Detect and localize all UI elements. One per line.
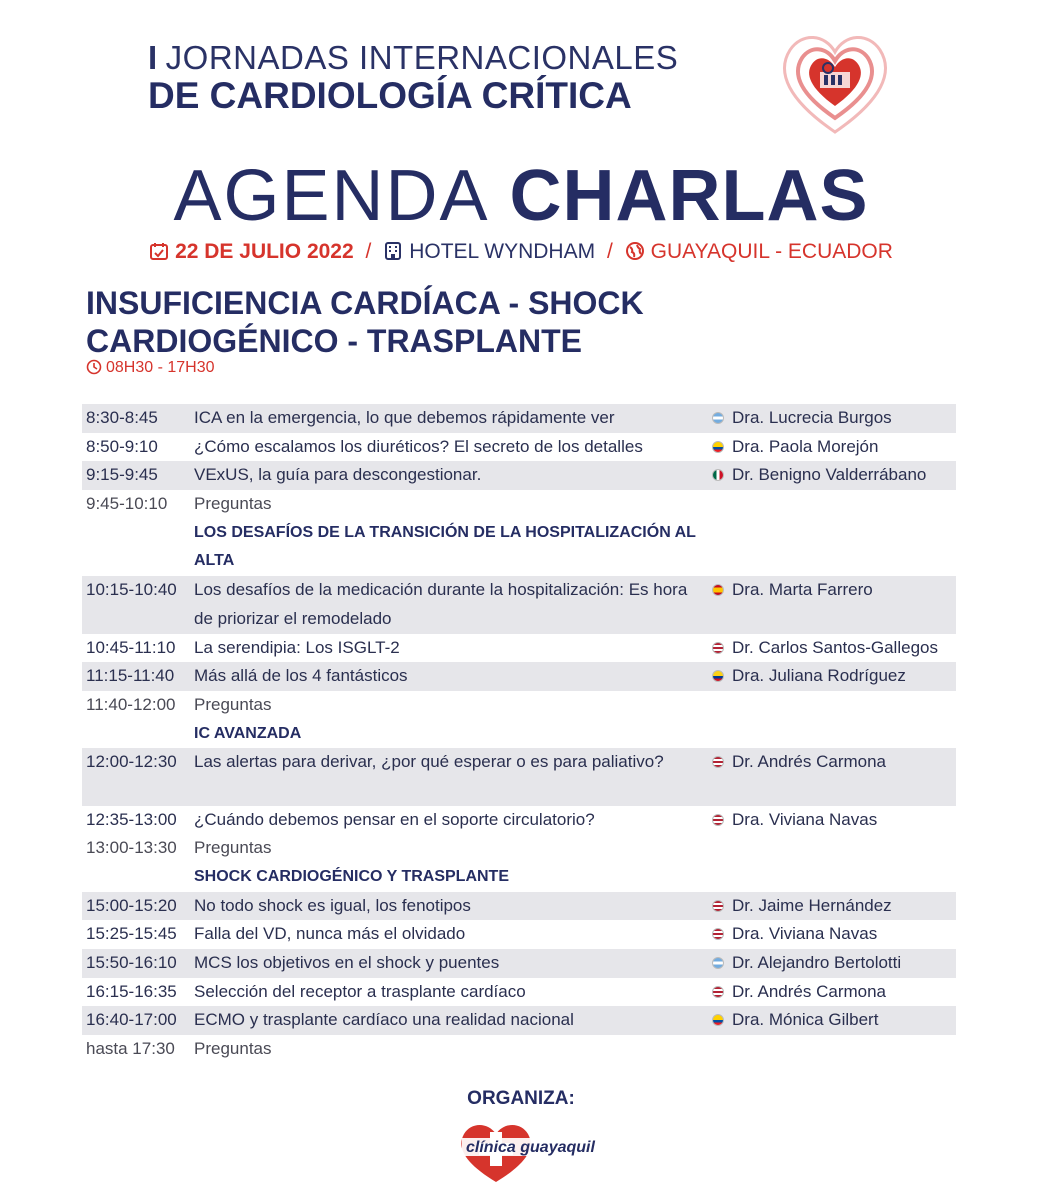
speaker-name: Dra. Paola Morejón (732, 436, 879, 456)
agenda-row (82, 490, 956, 519)
event-date-text: 22 DE JULIO 2022 (175, 240, 354, 263)
row-time: 16:15-16:35 (86, 981, 177, 1001)
row-time: 9:45-10:10 (86, 494, 168, 514)
section-hours-text: 08H30 - 17H30 (106, 359, 215, 376)
speaker-name: Dra. Mónica Gilbert (732, 1010, 879, 1030)
row-speaker (712, 949, 901, 978)
row-time: 15:00-15:20 (86, 895, 177, 915)
argentina-flag-icon (712, 412, 724, 424)
globe-icon (625, 241, 645, 261)
row-talk: ¿Cómo escalamos los diuréticos? El secreto de los detalles (194, 436, 643, 456)
agenda-row (82, 920, 956, 949)
row-talk: VExUS, la guía para descongestionar. (194, 465, 482, 485)
event-title (148, 40, 708, 116)
row-speaker (712, 461, 926, 490)
agenda-row (82, 1035, 956, 1064)
row-talk: Más allá de los 4 fantásticos (194, 666, 408, 686)
row-talk: Preguntas (194, 1039, 272, 1059)
usa-flag-icon (712, 642, 724, 654)
section-hours (86, 358, 215, 378)
row-section-heading: SHOCK CARDIOGÉNICO Y TRASPLANTE (194, 868, 509, 886)
agenda-row (82, 834, 956, 863)
speaker-name: Dr. Andrés Carmona (732, 981, 887, 1001)
speaker-name: Dra. Viviana Navas (732, 924, 878, 944)
agenda-title (0, 156, 1042, 236)
row-speaker (712, 748, 886, 777)
row-time: 15:50-16:10 (86, 953, 177, 973)
separator-1: / (365, 240, 372, 263)
row-talk: MCS los objetivos en el shock y puentes (194, 953, 500, 973)
agenda-row (82, 949, 956, 978)
speaker-name: Dr. Jaime Hernández (732, 895, 892, 915)
speaker-name: Dr. Carlos Santos-Gallegos (732, 637, 938, 657)
row-time: 8:30-8:45 (86, 408, 158, 427)
event-numeral: I (148, 39, 158, 76)
row-talk: Preguntas (194, 694, 272, 714)
row-time: 16:40-17:00 (86, 1010, 177, 1030)
row-talk: Las alertas para derivar, ¿por qué esperar o es para paliativo? (194, 752, 664, 772)
agenda-row (82, 662, 956, 691)
event-title-line1 (148, 40, 708, 76)
section-title (86, 284, 846, 360)
speaker-name: Dr. Benigno Valderrábano (732, 465, 927, 485)
row-talk: ¿Cuándo debemos pensar en el soporte circulatorio? (194, 809, 595, 829)
argentina-flag-icon (712, 957, 724, 969)
clinica-guayaquil-logo (456, 1118, 606, 1184)
building-icon (383, 241, 403, 261)
event-venue (383, 240, 601, 263)
row-speaker (712, 1006, 878, 1035)
speaker-name: Dra. Lucrecia Burgos (732, 408, 892, 427)
speaker-name: Dra. Viviana Navas (732, 809, 878, 829)
row-time: 10:45-11:10 (86, 637, 176, 657)
ecuador-flag-icon (712, 1014, 724, 1026)
row-speaker (712, 806, 877, 835)
heart-logo-icon (770, 20, 900, 140)
section-title-line1: INSUFICIENCIA CARDÍACA - SHOCK (86, 285, 644, 321)
agenda-row (82, 892, 956, 921)
row-section-heading: LOS DESAFÍOS DE LA TRANSICIÓN DE LA HOSPITALIZACIÓN AL ALTA (194, 523, 696, 570)
agenda-row (82, 1006, 956, 1035)
row-time: hasta 17:30 (86, 1039, 175, 1059)
row-speaker (712, 404, 892, 433)
clinic-heart-icon (456, 1118, 606, 1184)
row-talk: Los desafíos de la medicación durante la hospitalización: Es hora de priorizar el remodelado (194, 580, 688, 628)
agenda-subheader-row (82, 720, 956, 749)
agenda-row (82, 461, 956, 490)
row-time: 11:15-11:40 (86, 666, 175, 686)
colombia-flag-icon (712, 670, 724, 682)
speaker-name: Dr. Andrés Carmona (732, 752, 887, 772)
row-speaker (712, 978, 886, 1007)
heart-logo (770, 20, 900, 140)
agenda-title-bold: CHARLAS (509, 156, 869, 236)
usa-flag-icon (712, 900, 724, 912)
event-venue-text: HOTEL WYNDHAM (409, 240, 596, 263)
agenda-row (82, 691, 956, 720)
event-location-text: GUAYAQUIL - ECUADOR (650, 240, 893, 263)
usa-flag-icon (712, 986, 724, 998)
row-talk: ICA en la emergencia, lo que debemos rápidamente ver (194, 408, 615, 427)
event-title-line1-text: JORNADAS INTERNACIONALES (165, 39, 679, 76)
event-date (149, 240, 359, 263)
agenda-row (82, 978, 956, 1007)
row-time: 13:00-13:30 (86, 838, 177, 858)
clinic-logo-text: clínica guayaquil (466, 1139, 595, 1156)
meta-line (0, 238, 1042, 266)
row-talk: No todo shock es igual, los fenotipos (194, 895, 471, 915)
agenda-row (82, 634, 956, 663)
organiza-label: ORGANIZA: (467, 1088, 575, 1109)
section-title-line2: CARDIOGÉNICO - TRASPLANTE (86, 323, 582, 359)
usa-flag-icon (712, 814, 724, 826)
ecuador-flag-icon (712, 441, 724, 453)
event-location (625, 240, 893, 263)
row-time: 12:35-13:00 (86, 809, 177, 829)
row-talk: Selección del receptor a trasplante cardíaco (194, 981, 526, 1001)
separator-2: / (606, 240, 613, 263)
agenda-subheader-row (82, 863, 956, 892)
agenda-row (82, 576, 956, 633)
row-speaker (712, 576, 873, 605)
row-speaker (712, 634, 938, 663)
row-speaker (712, 892, 892, 921)
event-title-line2: DE CARDIOLOGÍA CRÍTICA (148, 75, 632, 116)
agenda-title-light: AGENDA (173, 156, 490, 236)
row-speaker (712, 433, 878, 462)
row-talk: ECMO y trasplante cardíaco una realidad nacional (194, 1010, 574, 1030)
row-section-heading: IC AVANZADA (194, 724, 302, 742)
row-time: 8:50-9:10 (86, 436, 158, 456)
speaker-name: Dra. Marta Farrero (732, 580, 873, 600)
spain-flag-icon (712, 584, 724, 596)
row-time: 15:25-15:45 (86, 924, 177, 944)
agenda-subheader-row (82, 519, 956, 576)
usa-flag-icon (712, 928, 724, 940)
row-time: 12:00-12:30 (86, 752, 177, 772)
row-talk: Preguntas (194, 838, 272, 858)
row-time: 10:15-10:40 (86, 580, 177, 600)
speaker-name: Dra. Juliana Rodríguez (732, 666, 906, 686)
agenda-table (82, 404, 956, 1064)
agenda-row (82, 404, 956, 433)
row-talk: La serendipia: Los ISGLT-2 (194, 637, 400, 657)
agenda-row (82, 806, 956, 835)
row-time: 11:40-12:00 (86, 694, 176, 714)
row-speaker (712, 662, 906, 691)
row-time: 9:15-9:45 (86, 465, 158, 485)
row-speaker (712, 920, 877, 949)
mexico-flag-icon (712, 469, 724, 481)
calendar-icon (149, 241, 169, 261)
usa-flag-icon (712, 756, 724, 768)
clock-icon (86, 359, 102, 375)
speaker-name: Dr. Alejandro Bertolotti (732, 953, 902, 973)
row-talk: Falla del VD, nunca más el olvidado (194, 924, 466, 944)
agenda-row (82, 433, 956, 462)
row-talk: Preguntas (194, 494, 272, 514)
agenda-row (82, 748, 956, 805)
